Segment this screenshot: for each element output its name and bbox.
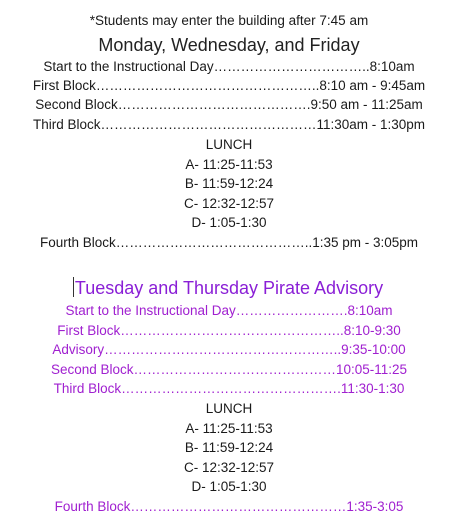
mwf-title: Monday, Wednesday, and Friday [98,35,360,55]
tt-lunch-label: LUNCH [205,401,253,416]
mwf-row-third-block: Third Block…………………………………………11:30am - 1:30pm [32,117,426,132]
tt-lunch-b: B- 11:59-12:24 [184,440,274,455]
mwf-row-start: Start to the Instructional Day……………………………..8:10am [43,59,415,74]
tt-lunch-c: C- 12:32-12:57 [183,460,275,475]
tt-title: Tuesday and Thursday Pirate Advisory [74,278,384,298]
mwf-row-first-block: First Block…………………………………………..8:10 am - 9:45am [32,78,426,93]
tt-row-start: Start to the Instructional Day…………………….8:10am [65,303,393,318]
tt-lunch-d: D- 1:05-1:30 [191,479,267,494]
tt-row-second-block: Second Block………………………………………10:05-11:25 [50,362,408,377]
entry-note: *Students may enter the building after 7:45 am [89,13,369,28]
mwf-lunch-d: D- 1:05-1:30 [191,215,267,230]
mwf-lunch-a: A- 11:25-11:53 [185,157,273,172]
mwf-lunch-c: C- 12:32-12:57 [183,196,275,211]
mwf-row-second-block: Second Block…………………………………….9:50 am - 11:25am [35,97,423,112]
tt-row-third-block: Third Block………………………………………….11:30-1:30 [53,381,405,396]
mwf-row-fourth-block: Fourth Block……………………………………..1:35 pm - 3:05pm [39,235,419,250]
tt-row-advisory: Advisory……………………………………………..9:35-10:00 [52,342,406,357]
tt-row-first-block: First Block…………………………………………..8:10-9:30 [57,323,401,338]
mwf-lunch-label: LUNCH [205,137,253,152]
tt-lunch-a: A- 11:25-11:53 [185,421,273,436]
mwf-lunch-b: B- 11:59-12:24 [184,176,274,191]
tt-row-fourth-block: Fourth Block…………………………………………1:35-3:05 [54,499,404,514]
